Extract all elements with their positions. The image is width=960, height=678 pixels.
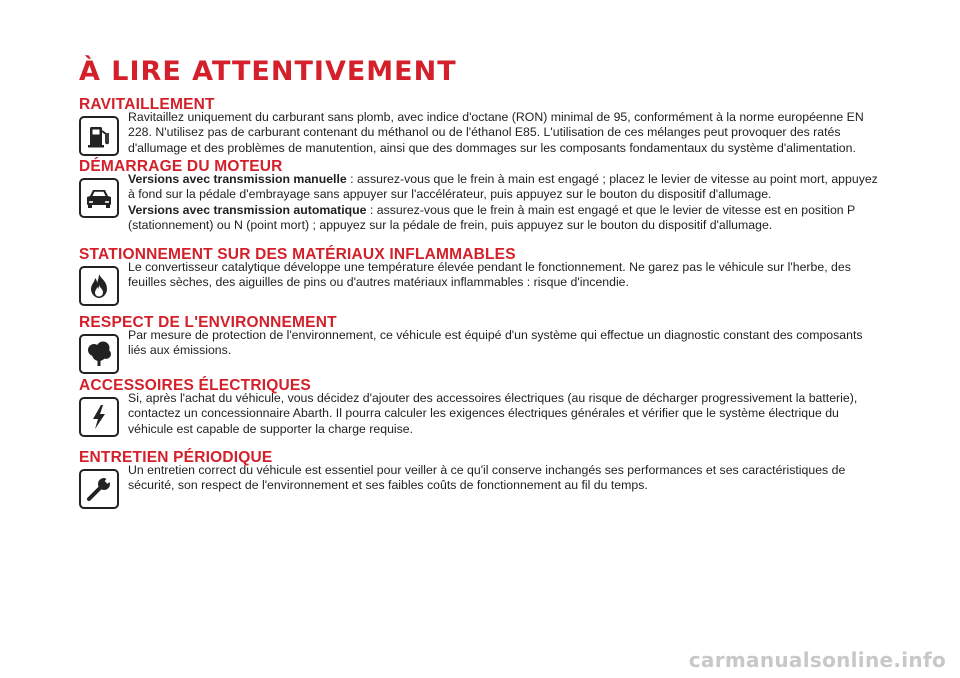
section-entretien bbox=[79, 449, 879, 509]
section-text: Le convertisseur catalytique développe une température élevée pendant le fonctionnement. Ne garez pas le véhicule sur l'herbe, des feuilles sèches, des aiguilles de pins ou d'autres matériaux inflammables : risque d'incendie. bbox=[128, 260, 851, 290]
section-heading: ENTRETIEN PÉRIODIQUE bbox=[79, 449, 273, 466]
auto-transmission-paragraph bbox=[128, 203, 879, 234]
section-demarrage bbox=[79, 158, 879, 233]
section-accessoires bbox=[79, 377, 879, 437]
fire-icon bbox=[79, 266, 119, 306]
tree-icon bbox=[79, 334, 119, 374]
section-heading: ACCESSOIRES ÉLECTRIQUES bbox=[79, 377, 311, 394]
section-text: Un entretien correct du véhicule est essentiel pour veiller à ce qu'il conserve inchangés ses performances et ses caractéristiques de sécurité, son respect de l'environnement et ses faibles coûts de fonctionnement au fil du temps. bbox=[128, 463, 846, 493]
car-icon bbox=[79, 178, 119, 218]
section-heading: RESPECT DE L'ENVIRONNEMENT bbox=[79, 314, 337, 331]
section-text: Par mesure de protection de l'environnement, ce véhicule est équipé d'un système qui effectue un diagnostic constant des composants liés aux émissions. bbox=[128, 328, 863, 358]
section-heading: RAVITAILLEMENT bbox=[79, 96, 215, 113]
section-stationnement bbox=[79, 246, 879, 306]
section-text: Si, après l'achat du véhicule, vous décidez d'ajouter des accessoires électriques (au risque de décharger progressivement la batterie), contactez un concessionnaire Abarth. Il pourra calculer les exigences électriques générales et vérifier que le système électrique du véhicule est capable de supporter la charge requise. bbox=[128, 391, 858, 436]
fuel-pump-icon bbox=[79, 116, 119, 156]
section-text: Ravitaillez uniquement du carburant sans plomb, avec indice d'octane (RON) minimal de 95, conformément à la norme européenne EN 228. N'utilisez pas de carburant contenant du méthanol ou de l'éthanol E85. L'utilisation de ces mélanges peut provoquer des ratés d'allumage et des problèmes de manutention, ainsi que des dommages sur les composants fondamentaux du système d'alimentation. bbox=[128, 110, 864, 155]
section-heading: DÉMARRAGE DU MOTEUR bbox=[79, 158, 283, 175]
wrench-icon bbox=[79, 469, 119, 509]
section-ravitaillement bbox=[79, 96, 879, 156]
auto-text: : assurez-vous que le frein à main est engagé et que le levier de vitesse est en position P (stationnement) ou N (point mort) ; appuyez sur la pédale de frein, puis appuyez sur le bouton du dispositif d'allumage. bbox=[128, 202, 856, 232]
section-environnement bbox=[79, 314, 879, 374]
manual-transmission-paragraph bbox=[128, 172, 879, 203]
watermark: carmanualsonline.info bbox=[688, 648, 946, 672]
page-title: À LIRE ATTENTIVEMENT bbox=[79, 56, 457, 87]
section-heading: STATIONNEMENT SUR DES MATÉRIAUX INFLAMMABLES bbox=[79, 246, 516, 263]
auto-label: Versions avec transmission automatique bbox=[128, 202, 367, 217]
lightning-icon bbox=[79, 397, 119, 437]
manual-text: : assurez-vous que le frein à main est engagé ; placez le levier de vitesse au point mort, appuyez à fond sur la pédale d'embrayage sans appuyer sur l'accélérateur, puis appuyez sur le bouton du dispositif d'allumage. bbox=[128, 172, 878, 202]
manual-label: Versions avec transmission manuelle bbox=[128, 172, 347, 186]
